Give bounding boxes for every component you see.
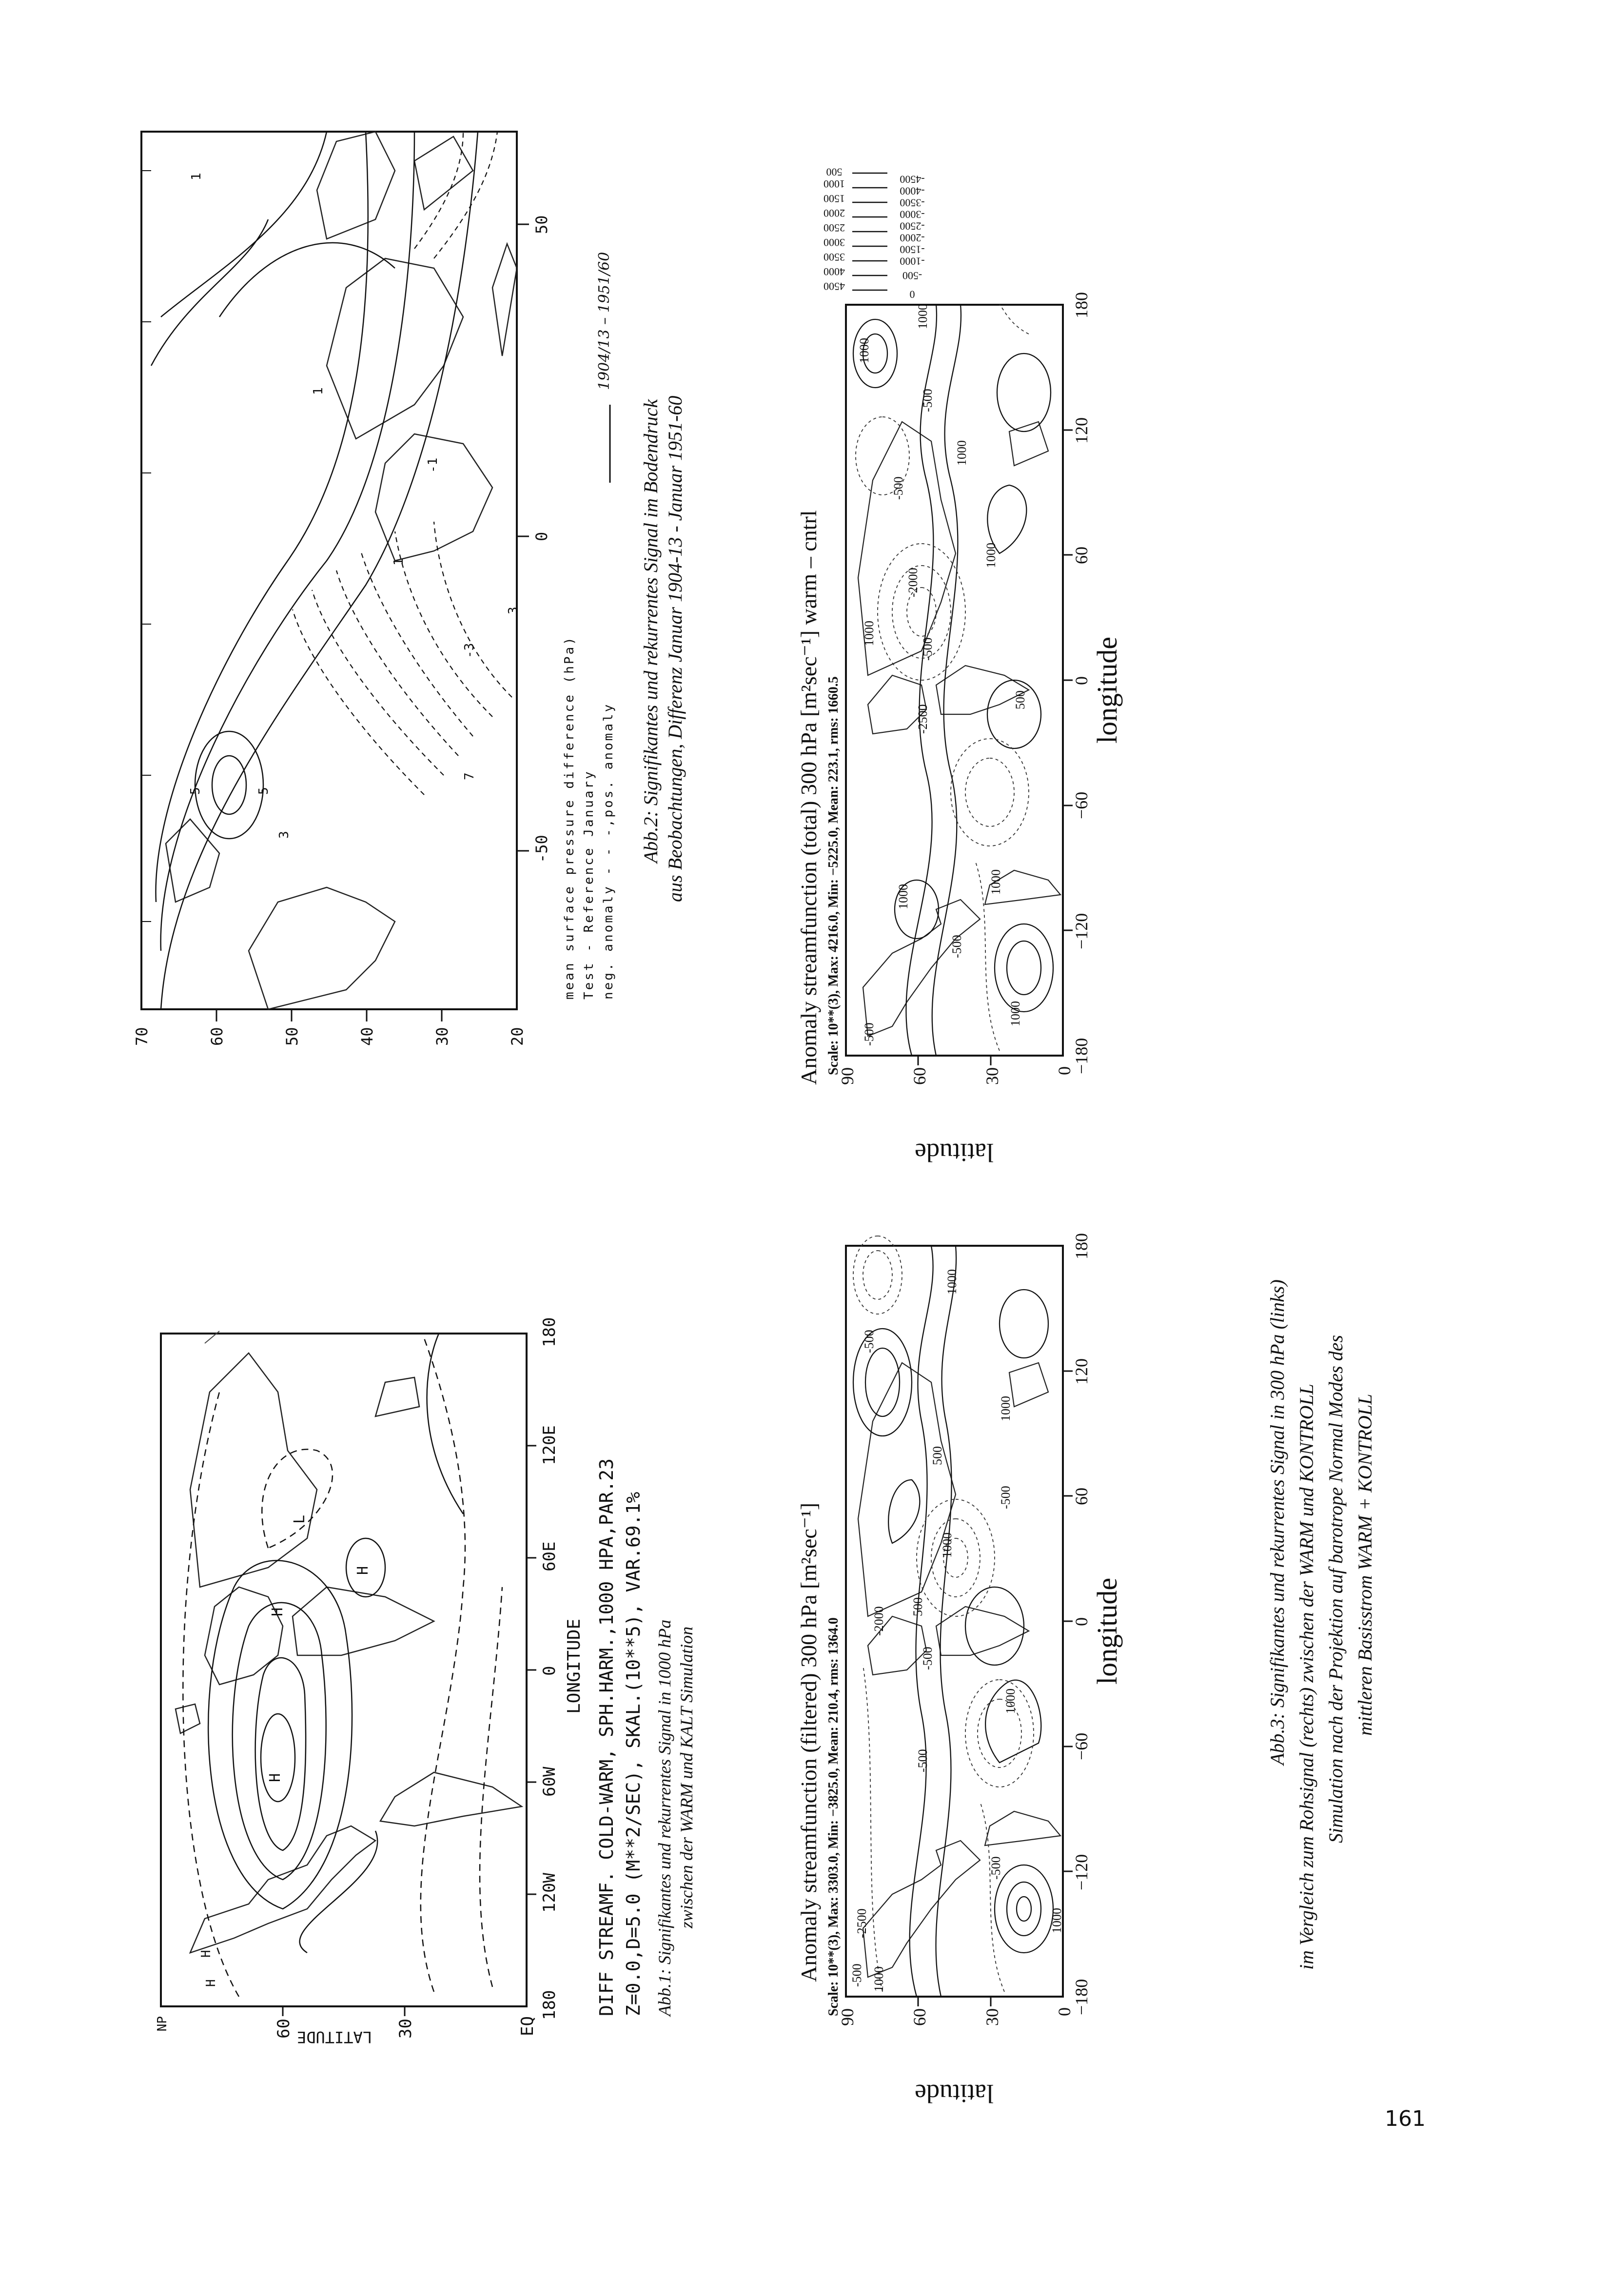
figure-1-xtick: 60E [540, 1541, 559, 1571]
figure-3a-contour-label: 1000 [940, 1532, 954, 1558]
figure-3-caption-line: Abb.3: Signifikantes und rekurrentes Signal in 300 hPa (links) [1266, 1279, 1288, 1765]
figure-2-contour-label: 5 [256, 787, 271, 795]
figure-1-xtick: 120W [540, 1873, 559, 1913]
figure-3a-ytick: 0 [1055, 2007, 1074, 2016]
figure-3b-xtick: 180 [1072, 292, 1091, 318]
figure-1-ytick-30: 30 [396, 2019, 415, 2039]
figure-2-contour-label: 3 [506, 607, 521, 614]
figure-3a-contour-label: 1000 [872, 1966, 886, 1992]
figure-3b-legend-level: -1500 [900, 243, 925, 256]
figure-3a-contour-label: -500 [862, 1330, 876, 1353]
figure-3a-xtick: −60 [1072, 1732, 1091, 1760]
figure-3b-xtick: −180 [1072, 1038, 1091, 1074]
figure-3a-xtick: 120 [1072, 1358, 1091, 1385]
figure-3a-contour-label: -500 [850, 1963, 864, 1987]
figure-1-info-line: DIFF STREAMF. COLD-WARM, SPH.HARM.,1000 HPA,PAR.23 [596, 1458, 617, 2016]
figure-3a-xtick: 0 [1072, 1617, 1091, 1626]
figure-3b-contour-label: -500 [862, 1022, 876, 1046]
figure-2-contour-label: 1 [392, 558, 406, 566]
figure-2-ytick: 40 [358, 1027, 376, 1046]
figure-3a-scale: Scale: 10**(3), Max: 3303.0, Min: −3825.0, Mean: 210.4, rms: 1364.0 [826, 1617, 841, 2016]
figure-3a-xtick: 60 [1072, 1488, 1091, 1505]
figure-3a-title: Anomaly streamfunction (filtered) 300 hPa [m²sec⁻¹] [796, 1502, 821, 1982]
figure-1 [122, 1265, 731, 2046]
figure-3b-ytick: 0 [1055, 1066, 1074, 1075]
figure-3b [795, 166, 1123, 1168]
figure-1-xtick: 180 [540, 1317, 559, 1347]
figure-3a-contour-label: -2500 [855, 1908, 869, 1938]
figure-2-xtick: 0 [532, 531, 551, 541]
figure-3b-legend-level: 0 [909, 288, 915, 301]
figure-1-map-label: H [204, 1979, 218, 1987]
figure-1-map-label: H [199, 1950, 214, 1958]
figure-3a-xtick: −180 [1072, 1979, 1091, 2015]
figure-3b-legend-lines [852, 173, 887, 290]
figure-3b-contour-label: 1000 [984, 543, 998, 568]
figure-2-handwritten-note: 1904/13 – 1951/60 [596, 252, 613, 390]
page-number: 161 [1385, 2106, 1426, 2131]
figure-3a-xtick: 180 [1072, 1233, 1091, 1259]
figure-1-xtick: 180 [540, 1990, 559, 2020]
figure-3b-legend-level: -500 [902, 269, 922, 282]
figure-3a-ylabel: latitude [915, 2079, 994, 2109]
figure-2-contour-label: 5 [188, 787, 203, 795]
figure-2-caption: aus Beobachtungen, Differenz Januar 1904-13 - Januar 1951-60 [664, 395, 686, 902]
figure-2-contour-label: -3 [462, 643, 477, 658]
figure-3b-legend-level: -4500 [900, 173, 925, 186]
figure-3b-legend-level: -1000 [900, 255, 925, 268]
figure-1-ylabel: LATITUDE [296, 2027, 373, 2046]
figure-2-contour-label: 1 [189, 173, 204, 180]
figure-2-ytick: 20 [508, 1027, 527, 1046]
figure-3-caption [1263, 941, 1424, 2038]
figure-3b-xtick: 60 [1072, 547, 1091, 564]
figure-3a-contour-label: -2000 [872, 1606, 886, 1636]
figure-3b-legend-level: 2000 [824, 207, 845, 219]
figure-2-legend-line: Test - Reference January [582, 769, 596, 1000]
figure-1-ytick-60: 60 [274, 2019, 294, 2039]
figure-3b-legend-level: 1500 [824, 193, 845, 205]
figure-3b-ytick: 30 [982, 1067, 1002, 1085]
figure-3a-contour-label: -500 [916, 1749, 930, 1772]
figure-3b-ytick: 90 [838, 1067, 857, 1085]
figure-1-caption: zwischen der WARM und KALT Simulation [677, 1626, 696, 1928]
figure-2-legend-line: mean surface pressure difference (hPa) [562, 635, 577, 1000]
figure-2-ytick: 50 [283, 1027, 301, 1046]
figure-3b-legend-level: 3000 [824, 236, 845, 249]
figure-3a-ytick: 30 [982, 2008, 1002, 2026]
figure-3a-ytick: 60 [910, 2008, 929, 2026]
figure-3a-xlabel: longitude [1091, 1577, 1123, 1685]
figure-1-xtick: 60W [540, 1766, 559, 1797]
figure-3a-contour-label: 1000 [1050, 1908, 1064, 1933]
figure-3b-contour-label: 1000 [896, 884, 910, 909]
figure-3b-legend-level: -4000 [900, 185, 925, 197]
figure-3a-contour-label: -500 [999, 1486, 1013, 1509]
figure-2-ytick: 70 [133, 1027, 151, 1046]
figure-1-map-label: H [267, 1773, 284, 1782]
figure-2 [122, 107, 731, 1048]
figure-3b-legend-level: -3000 [900, 208, 925, 221]
figure-1-map-label: H [269, 1607, 286, 1616]
figure-3a-contour-label: 1000 [999, 1396, 1013, 1421]
figure-1-map-label: H [354, 1566, 372, 1575]
figure-3b-legend-level: 2500 [824, 222, 845, 234]
figure-3b-contour-label: -500 [921, 637, 935, 661]
figure-3b-contour-label: 1000 [862, 621, 876, 646]
figure-3b-xtick: −60 [1072, 791, 1091, 819]
figure-3b-legend-level: 500 [826, 166, 843, 178]
figure-1-xlabel: LONGITUDE [564, 1618, 584, 1714]
figure-3b-contour-label: -500 [950, 935, 964, 958]
figure-1-info-line: Z=0.0,D=5.0 (M**2/SEC), SKAL.(10**5), VAR.69.1% [623, 1491, 644, 2016]
figure-2-xtick: -50 [532, 835, 551, 863]
figure-3a-contour-label: 1000 [1003, 1688, 1018, 1714]
figure-3b-legend-level: 4500 [824, 280, 845, 293]
figure-3b-scale: Scale: 10**(3), Max: 4216.0, Min: −5225.0, Mean: 223.1, rms: 1660.5 [826, 676, 841, 1075]
figure-2-contour-label: 1 [311, 387, 326, 395]
figure-3b-contour-label: 500 [1013, 690, 1027, 709]
figure-3b-plot [795, 168, 1117, 1114]
figure-3a-contour-label: 1000 [945, 1269, 959, 1295]
figure-3a-contour-label: 500 [930, 1446, 944, 1465]
figure-2-contour-label: -1 [426, 457, 440, 473]
figure-3b-ytick: 60 [910, 1067, 929, 1085]
figure-2-contour-label: 7 [462, 772, 477, 780]
figure-1-xtick: 120E [540, 1425, 559, 1465]
figure-3-caption-line: Simulation nach der Projektion auf barotrope Normal Modes des [1325, 1334, 1347, 1843]
figure-3b-contour-label: 1000 [989, 869, 1003, 895]
figure-3-caption-line: im Vergleich zum Rohsignal (rechts) zwischen der WARM und KONTROLL [1295, 1384, 1317, 1970]
figure-3b-contour-label: -500 [891, 476, 905, 500]
figure-3-caption-line: mittleren Basisstrom WARM + KONTROLL [1354, 1393, 1376, 1736]
figure-2-xtick: 50 [532, 215, 551, 234]
figure-2-ytick: 30 [433, 1027, 451, 1046]
figure-3b-title: Anomaly streamfunction (total) 300 hPa [m²sec⁻¹] warm – cntrl [796, 510, 821, 1085]
figure-3a-ytick: 90 [838, 2008, 857, 2026]
figure-3a [795, 1187, 1123, 2109]
figure-3b-contour-label: 1000 [916, 304, 930, 329]
figure-2-legend-solid-line [608, 405, 612, 483]
figure-3b-xtick: 0 [1072, 676, 1091, 685]
figure-3b-xtick: 120 [1072, 417, 1091, 444]
figure-3b-legend-level: -2000 [900, 232, 925, 244]
figure-3b-contour-label: -2500 [916, 704, 930, 734]
figure-3b-contour-label: 1000 [955, 440, 969, 466]
figure-3b-contour-label: 1000 [857, 338, 871, 363]
figure-3a-contour-label: -500 [921, 1647, 935, 1670]
figure-3b-legend-level: 1000 [824, 178, 845, 190]
figure-3b-legend-level: 4000 [824, 266, 845, 278]
figure-3a-plot [795, 1187, 1117, 2055]
figure-1-ytick-eq: EQ [518, 2016, 537, 2036]
figure-3b-contour-label: -2000 [906, 568, 920, 597]
figure-2-caption: Abb.2: Signifikantes und rekurrentes Signal im Bodendruck [640, 399, 662, 863]
figure-2-legend-line: neg. anomaly - - -,pos. anomaly [601, 702, 616, 1000]
figure-3a-contour-label: -500 [989, 1856, 1003, 1880]
figure-1-map-label: L [291, 1514, 308, 1524]
figure-3b-contour-label: -500 [921, 389, 935, 412]
figure-2-ytick: 60 [208, 1027, 226, 1046]
figure-3b-legend-level: -3500 [900, 196, 925, 209]
figure-1-xtick: 0 [540, 1666, 559, 1676]
figure-3b-legend-level: -2500 [900, 220, 925, 233]
figure-3b-legend-level: 3500 [824, 251, 845, 263]
figure-3b-xlabel: longitude [1091, 636, 1123, 744]
figure-1-ytick-np: NP [155, 2016, 170, 2032]
figure-3a-contour-label: 500 [911, 1597, 925, 1616]
figure-3a-xtick: −120 [1072, 1854, 1091, 1890]
figure-1-caption: Abb.1: Signifikantes und rekurrentes Signal in 1000 hPa [655, 1619, 674, 2016]
figure-2-contour-label: 3 [277, 831, 292, 839]
figure-3b-ylabel: latitude [915, 1138, 994, 1168]
figure-3b-contour-label: 1000 [1008, 1001, 1022, 1026]
figure-3b-xtick: −120 [1072, 913, 1091, 949]
